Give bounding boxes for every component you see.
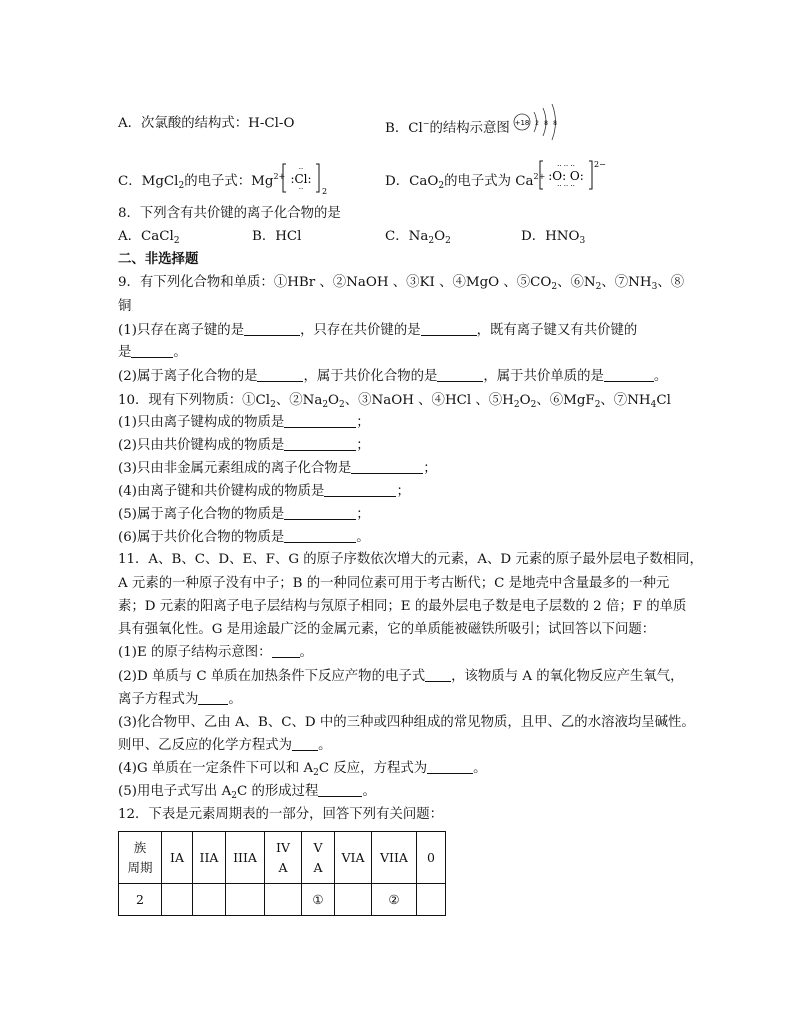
q8-option-d: D．$HNO_3$: [521, 229, 586, 246]
answer-blank[interactable]: [351, 461, 423, 474]
q9-stem: 9．有下列化合物和单质：①HBr 、②NaOH 、③KI 、④MgO 、$⑤CO_2$、$⑥N_2$、$⑦NH_3$、⑧: [118, 275, 685, 292]
answer-blank[interactable]: [131, 345, 173, 358]
svg-text:··: ··: [298, 185, 304, 193]
shell-2: 8: [544, 120, 548, 127]
q11-part2: (2)D 单质与 C 单质在加热条件下反应产物的电子式 ，该物质与 A 的氧化物反应产生氧气，: [118, 669, 684, 684]
svg-text:·· ·· ··: ·· ·· ··: [557, 182, 575, 190]
table-cell: [226, 884, 265, 916]
q8-option-a: A．CaCl$_2$: [118, 229, 180, 246]
q7-option-c: C．MgCl$_2$的电子式：$Mg^{2+}$: [118, 172, 286, 191]
q7-option-b: B．Cl−的结构示意图: [385, 119, 510, 136]
answer-blank[interactable]: [318, 784, 362, 797]
group-header: IIA: [193, 832, 226, 884]
table-cell-element-2: ②: [372, 884, 417, 916]
answer-blank[interactable]: [284, 438, 356, 451]
q10-item: (6)属于共价化合物的物质是 。: [118, 530, 370, 545]
section-heading: 二、非选择题: [118, 251, 199, 267]
q11-part3-cont: 则甲、乙反应的化学方程式为 。: [118, 738, 332, 753]
nucleus-label: +18: [514, 119, 530, 127]
q7-option-d: D．CaO$_2$的电子式为 $Ca^{2+}$: [385, 172, 546, 191]
shell-1: 2: [535, 120, 539, 127]
periodic-table: [118, 831, 446, 916]
group-header: VIIA: [372, 832, 417, 884]
answer-blank[interactable]: [324, 484, 396, 497]
answer-blank[interactable]: [437, 369, 483, 382]
q7-option-a: A．次氯酸的结构式：H-Cl-O: [118, 116, 295, 131]
svg-text:2: 2: [322, 187, 328, 196]
svg-text:··: ··: [298, 165, 304, 173]
cao2-lewis-bracket: [537, 157, 609, 193]
q10-item: (4)由离子键和共价键构成的物质是 ；: [118, 484, 410, 499]
svg-text::O: O:: :O: O:: [548, 169, 584, 183]
q8-stem: 8．下列含有共价键的离子化合物的是: [118, 206, 341, 221]
table-cell-element-1: ①: [302, 884, 335, 916]
answer-blank[interactable]: [257, 369, 303, 382]
answer-blank[interactable]: [284, 415, 356, 428]
q9-part1-cont: 是 。: [118, 345, 187, 360]
mgcl2-lewis-bracket: [280, 160, 328, 196]
q10-item: (1)只由离子键构成的物质是 ；: [118, 415, 370, 430]
table-cell: [417, 884, 446, 916]
q11-stem-line: A 元素的一种原子没有中子；B 的一种同位素可用于考古断代；C 是地壳中含量最多的一种元: [118, 576, 670, 591]
shell-3: 8: [553, 120, 557, 127]
table-cell: [162, 884, 193, 916]
group-header: V A: [302, 832, 335, 884]
group-header: IA: [162, 832, 193, 884]
atom-structure-diagram: [510, 100, 570, 144]
svg-text:·· ·· ··: ·· ·· ··: [557, 162, 575, 170]
answer-blank[interactable]: [284, 530, 356, 543]
answer-blank[interactable]: [425, 669, 451, 682]
answer-blank[interactable]: [427, 761, 473, 774]
q8-option-b: B．HCl: [252, 229, 302, 244]
group-header: IV A: [265, 832, 302, 884]
period-cell: 2: [119, 884, 162, 916]
answer-blank[interactable]: [284, 507, 356, 520]
q11-part1: (1)E 的原子结构示意图： 。: [118, 645, 313, 660]
q9-part2: (2)属于离子化合物的是 ，属于共价化合物的是 ，属于共价单质的是 。: [118, 369, 668, 384]
table-cell: [335, 884, 372, 916]
q11-part2-cont: 离子方程式为 。: [118, 692, 242, 707]
answer-blank[interactable]: [292, 738, 318, 751]
q8-option-c: C．$Na_2O_2$: [385, 229, 451, 246]
q12-stem: 12．下表是元素周期表的一部分，回答下列有关问题：: [118, 807, 444, 822]
q9-part1: (1)只存在离子键的是 ，只存在共价键的是 ，既有离子键又有共价键的: [118, 323, 638, 338]
answer-blank[interactable]: [244, 323, 300, 336]
q11-part4: (4)G 单质在一定条件下可以和 $A_2C$ 反应，方程式为 。: [118, 761, 487, 778]
answer-blank[interactable]: [198, 692, 228, 705]
answer-blank[interactable]: [421, 323, 477, 336]
q10-stem: 10．现有下列物质：$①Cl_2$、$②Na_2O_2$、③NaOH 、④HCl 、$⑤H_2O_2$、⑥MgF$_2$、$⑦NH_4Cl$: [118, 393, 671, 410]
group-header: VIA: [335, 832, 372, 884]
q10-item: (3)只由非金属元素组成的离子化合物是 ；: [118, 461, 437, 476]
table-cell: [265, 884, 302, 916]
q11-stem-line: 具有强氧化性。G 是用途最广泛的金属元素，它的单质能被磁铁所吸引；试回答以下问题：: [118, 622, 656, 637]
q10-item: (2)只由共价键构成的物质是 ；: [118, 438, 370, 453]
svg-text:2−: 2−: [594, 160, 606, 169]
group-header: IIIA: [226, 832, 265, 884]
q11-part5: (5)用电子式写出 $A_2C$ 的形成过程 。: [118, 784, 376, 801]
answer-blank[interactable]: [604, 369, 654, 382]
q9-stem-line2: 铜: [118, 299, 132, 314]
svg-text::Cl:: :Cl:: [290, 172, 312, 186]
q10-item: (5)属于离子化合物的物质是 ；: [118, 507, 370, 522]
table-cell: [193, 884, 226, 916]
table-corner-header: 族 周期: [119, 832, 162, 884]
q11-stem-line: 11．A、B、C、D、E、F、G 的原子序数依次增大的元素，A、D 元素的原子最外层电子数相同，: [118, 552, 703, 567]
group-header: 0: [417, 832, 446, 884]
q11-stem-line: 素；D 元素的阳离子电子层结构与氖原子相同；E 的最外层电子数是电子层数的 2 倍；F 的单质: [118, 599, 687, 614]
answer-blank[interactable]: [272, 645, 300, 658]
q11-part3: (3)化合物甲、乙由 A、B、C、D 中的三种或四种组成的常见物质，且甲、乙的水溶液均呈碱性。: [118, 715, 695, 730]
